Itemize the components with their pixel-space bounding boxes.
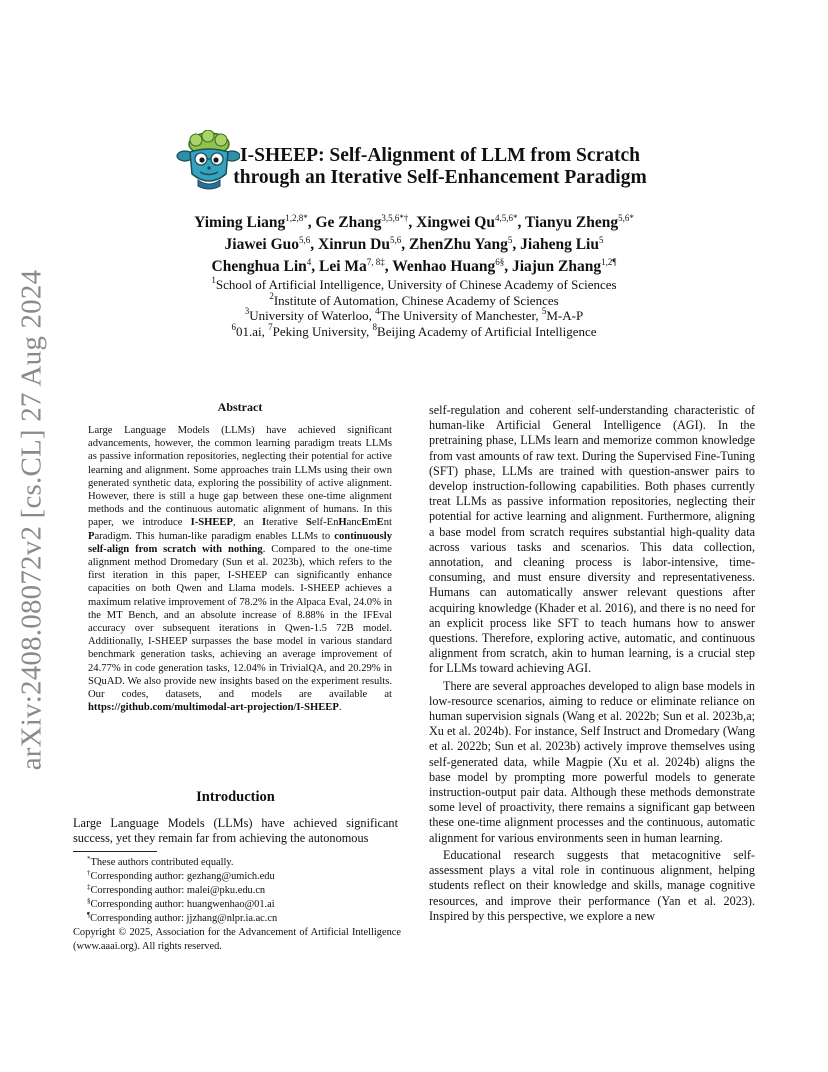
affil-text: School of Artificial Intelligence, University of Chinese Academy of Sciences bbox=[215, 277, 617, 292]
footnote bbox=[73, 898, 401, 912]
author-list bbox=[90, 212, 738, 278]
author-name: Wenhao Huang bbox=[392, 258, 496, 275]
footnote-symbol: § bbox=[87, 897, 91, 905]
title-line: through an Iterative Self-Enhancement Paradigm bbox=[233, 167, 647, 188]
abstract-bold: S bbox=[305, 517, 312, 529]
affiliation-line bbox=[90, 321, 738, 340]
footnote-text: Corresponding author: malei@pku.edu.cn bbox=[90, 885, 266, 896]
affil-text: Peking University, bbox=[272, 323, 373, 339]
abstract-bold: I-SHEEP bbox=[190, 517, 233, 529]
paragraph: self-regulation and coherent self-understanding characteristic of human-like Artificial General Intelligence (AGI). In the pretraining phase, LLMs learn and memorize common knowledge from vast amounts of raw text. During the Supervised Fine-Tuning (SFT) phase, LLMs are trained with question-answer pairs to develop instruction-following capabilities. Both phases currently treat LLMs as passive information repositories, neglecting their potential for active learning and alignment. Furthermore, aligning a base model from scratch requires substantial high-quality data across various tasks and scenarios. This data collection, annotation, and cleaning process is labor-intensive, time-consuming, and must ensure diversity and representativeness. Humans can automatically answer relevant questions after acquiring knowledge (Khader et al. 2016), and there is no need for an explicit process like SFT to teach humans how to answer questions. Therefore, exploring active, automatic, and continuous alignment from scratch, akin to human learning, is a crucial step for LLMs toward achieving AGI. bbox=[429, 403, 755, 676]
paper-title bbox=[180, 145, 700, 189]
affil-text: The University of Manchester, bbox=[379, 308, 542, 323]
abstract-bold: H bbox=[338, 517, 347, 529]
footnote bbox=[73, 912, 401, 926]
affil-sup: 7 bbox=[268, 321, 273, 332]
author-name: Xinrun Du bbox=[318, 236, 390, 253]
author-sup: 1,2¶ bbox=[601, 257, 617, 267]
abstract-text: terative bbox=[266, 517, 306, 529]
footnote-symbol: † bbox=[87, 869, 91, 877]
introduction-section bbox=[73, 788, 398, 846]
affil-text: 01.ai, bbox=[235, 323, 269, 339]
abstract-text: . bbox=[338, 702, 342, 714]
author-sup: 4,5,6* bbox=[494, 213, 518, 223]
footnote-text: These authors contributed equally. bbox=[90, 857, 234, 868]
author-name: ZhenZhu Yang bbox=[408, 236, 508, 253]
introduction-text: Large Language Models (LLMs) have achieved significant success, yet they remain far from achieving the autonomous bbox=[73, 816, 398, 846]
affil-sup: 8 bbox=[372, 321, 378, 332]
author-name: Jiaheng Liu bbox=[520, 236, 599, 253]
footnotes bbox=[73, 851, 401, 954]
affil-text: Beijing Academy of Artificial Intelligence bbox=[377, 323, 597, 339]
abstract-heading: Abstract bbox=[217, 400, 263, 414]
copyright-notice: Copyright © 2025, Association for the Advancement of Artificial Intelligence (www.aaai.org). All rights reserved. bbox=[73, 927, 401, 952]
author-sup: 4 bbox=[306, 257, 312, 267]
abstract-text: aradigm. This human-like paradigm enables LLMs to bbox=[94, 530, 335, 542]
affil-text: M-A-P bbox=[546, 308, 584, 323]
author-line: Jiawei Guo$^{5,6}$, Xinrun Du$^{5,6}$, ZhenZhu Yang$^5$, Jiaheng Liu$^5$ bbox=[224, 235, 604, 253]
author-name: Xingwei Qu bbox=[416, 214, 495, 231]
right-column-body bbox=[429, 403, 755, 924]
abstract-bold: P bbox=[88, 530, 95, 542]
affiliation-line bbox=[90, 277, 738, 293]
affil-sup: 1 bbox=[211, 275, 216, 285]
footnote-text: Corresponding author: huangwenhao@01.ai bbox=[90, 899, 275, 910]
footnote bbox=[73, 884, 401, 898]
abstract-bold: E bbox=[376, 517, 384, 529]
footnote-text: Corresponding author: jjzhang@nlpr.ia.ac.cn bbox=[90, 913, 278, 924]
affiliation-line bbox=[90, 308, 738, 324]
abstract-text: m bbox=[368, 517, 377, 529]
abstract-body bbox=[88, 424, 392, 714]
abstract-section bbox=[88, 400, 392, 714]
arxiv-side-stamp bbox=[10, 269, 54, 771]
paragraph: Educational research suggests that metacognitive self-assessment plays a vital role in continuous alignment, helping students reflect on their knowledge and skills, manage cognitive resources, and improve their performance (Yan et al. 2023). Inspired by this perspective, we explore a new bbox=[429, 847, 755, 923]
footnote bbox=[73, 856, 401, 870]
introduction-heading: Introduction bbox=[196, 789, 275, 805]
abstract-text: Large Language Models (LLMs) have achieved significant advancements, however, the common learning paradigm treats LLMs as passive information repositories, neglecting their potential for active learning and alignment. Some approaches train LLMs using their own generated synthetic data, exploring the possibility of active alignment. However, there is still a huge gap between these one-time alignment methods and the continuous automatic alignment of humans. In this paper, we introduce bbox=[88, 425, 392, 529]
author-sup: 6§ bbox=[495, 257, 505, 267]
affil-text: Institute of Automation, Chinese Academy of Sciences bbox=[273, 292, 559, 308]
abstract-text: anc bbox=[346, 517, 362, 529]
affil-sup: 5 bbox=[541, 306, 547, 316]
author-name: Ge Zhang bbox=[315, 214, 382, 231]
author-sup: 5,6 bbox=[389, 235, 402, 245]
author-name: Lei Ma bbox=[319, 258, 367, 275]
author-sup: 5,6 bbox=[299, 235, 311, 245]
footnote bbox=[73, 870, 401, 884]
footnote-rule bbox=[73, 851, 157, 852]
footnote-text: Corresponding author: gezhang@umich.edu bbox=[90, 871, 275, 882]
affil-sup: 3 bbox=[244, 306, 250, 316]
author-name: Jiawei Guo bbox=[224, 236, 300, 253]
footnote-symbol: ¶ bbox=[87, 911, 91, 919]
affil-text: University of Waterloo, bbox=[249, 308, 376, 323]
footnote-symbol: ‡ bbox=[87, 883, 91, 891]
arxiv-identifier: arXiv:2408.08072v2 [cs.CL] 27 Aug 2024 bbox=[15, 269, 48, 771]
affil-sup: 4 bbox=[375, 306, 380, 316]
title-line: I-SHEEP: Self-Alignment of LLM from Scratch bbox=[240, 145, 640, 166]
abstract-bold: continuously self-align from scratch with nothing bbox=[88, 530, 392, 555]
author-name: Yiming Liang bbox=[194, 214, 286, 231]
affil-sup: 6 bbox=[231, 321, 236, 332]
footnote-symbol: * bbox=[87, 855, 91, 863]
author-sup: 5 bbox=[507, 235, 513, 245]
affiliations bbox=[90, 277, 738, 339]
abstract-text: . Compared to the one-time alignment method Dromedary (Sun et al. 2023b), which refers to the first iteration in this paper, I-SHEEP can significantly enhance capacities on both Qwen and Llama models. I-SHEEP achieves a maximum relative improvement of 78.2% in the Alpaca Eval, 24.0% in the MT Bench, and an absolute increase of 8.88% in the IFEval accuracy over subsequent iterations in Qwen-1.5 72B model. Additionally, I-SHEEP surpasses the base model in various standard benchmark generation tasks, achieving an average improvement of 24.77% in code generation tasks, 12.04% in TrivialQA, and 20.29% in SQuAD. We also provide new insights based on the experiment results. Our codes, datasets, and models are available at bbox=[88, 543, 392, 701]
affiliation-line bbox=[90, 290, 738, 309]
code-link[interactable]: https://github.com/multimodal-art-projection/I-SHEEP bbox=[88, 702, 339, 714]
abstract-text: , an bbox=[232, 517, 262, 529]
abstract-text: nt bbox=[383, 517, 392, 529]
author-sup: 5 bbox=[598, 235, 604, 245]
author-name: Jiajun Zhang bbox=[511, 258, 602, 275]
abstract-text: elf-En bbox=[311, 517, 339, 529]
author-sup: 3,5,6*† bbox=[381, 213, 409, 223]
author-sup: 7, 8‡ bbox=[366, 257, 385, 267]
author-line: Yiming Liang$^{1,2,8*}$, Ge Zhang$^{3,5,6*\dagger}$, Xingwei $Qu^{4,5,6*}$, Tianyu Zheng$^{5,6*}$ bbox=[194, 213, 634, 231]
author-name: Tianyu Zheng bbox=[524, 214, 619, 231]
author-sup: 1,2,8* bbox=[285, 213, 308, 223]
paragraph: There are several approaches developed to align base models in low-resource scenarios, aiming to reduce or eliminate reliance on human supervision signals (Wang et al. 2022b; Sun et al. 2023b,a; Xu et al. 2024b). For instance, Self Instruct and Dromedary (Wang et al. 2022b; Sun et al. 2023b) actively improve themselves using self-generated data, while Magpie (Xu et al. 2024b) aligns the base model by prompting more powerful models to generate instruction-output pair data. Although these methods demonstrate some level of proactivity, there remains a significant gap between these one-time alignment processes and the continuous, automatic alignment for various environments seen in human learning. bbox=[429, 678, 755, 845]
author-sup: 5,6* bbox=[618, 213, 634, 223]
abstract-bold: E bbox=[361, 517, 369, 529]
author-name: Chenghua Lin bbox=[211, 258, 307, 275]
abstract-bold: I bbox=[261, 517, 267, 529]
affil-sup: 2 bbox=[269, 290, 274, 301]
author-line: Chenghua Lin$^4$, Lei $Ma^{7, 8\ddagger}$, Wenhao Huang$^{6\S}$, Jiajun Zhang$^{1,2\P}$ bbox=[211, 257, 617, 275]
